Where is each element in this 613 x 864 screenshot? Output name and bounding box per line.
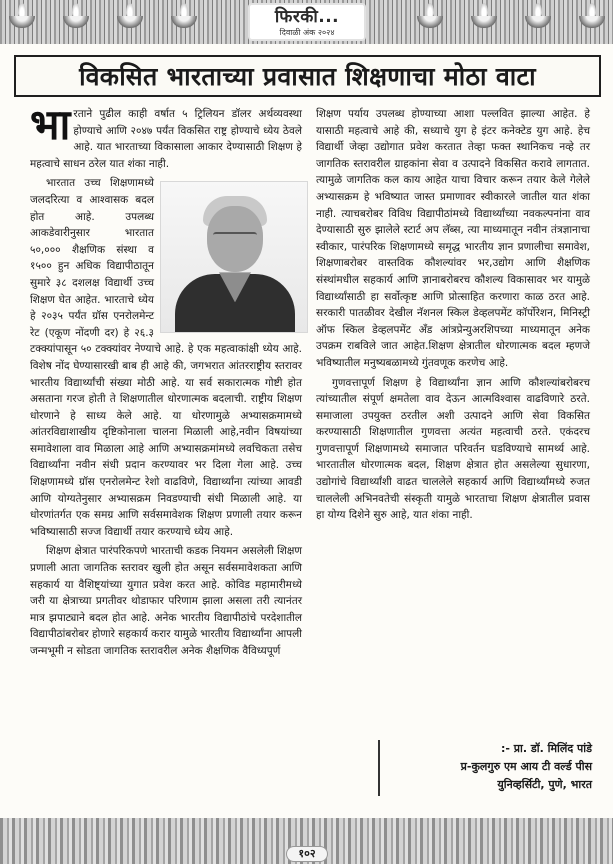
author-photo [160,181,308,333]
article-title: विकसित भारताच्या प्रवासात शिक्षणाचा मोठा वाटा [79,62,536,91]
author-designation: प्र-कुलगुरु एम आय टी वर्ल्ड पीस [460,760,592,773]
author-affiliation: युनिव्हर्सिटी, पुणे, भारत [497,778,592,791]
diya-lamp-icon [63,16,89,28]
author-name: :- प्रा. डॉ. मिलिंद पांडे [500,742,592,755]
article-paragraph [30,100,302,172]
article-column-left [30,100,302,663]
article-column-right [316,106,590,527]
diya-flame-icon [588,3,596,17]
magazine-issue: दिवाळी अंक २०२४ [279,28,335,37]
article-paragraph: गुणवत्तापूर्ण शिक्षण हे विद्यार्थ्यांना ज्ञान आणि कौशल्यांबरोबरच त्यांच्यातील संपूर्ण क्षमतेला वाव देऊन आत्मविश्वास वाढविणारे ठरते. समाजाला उपयुक्त ठरतील अशी उत्पादने आणि सेवा विकसित करण्यासाठी शिक्षणातील गुणवत्ता अत्यंत महत्वाची ठरते. एकंदरच गुणवत्तापूर्ण शिक्षणामध्ये समाजात परिवर्तन घडविण्याचे सामर्थ्य आहे. भारतातील धोरणात्मक बदल, शिक्षण क्षेत्रात होत असलेल्या सुधारणा, उद्योगांचे विद्यार्थ्यांशी वाढत चाललेले सहकार्य आणि विद्यार्थ्यांमध्ये रुजत चाललेली अभिनवतेची संस्कृती यामुळे भारताचा शिक्षण क्षेत्रातील प्रवास हा योग्य दिशेने सुरु आहे, यात शंका नाही. [316,376,590,522]
diya-flame-icon [72,3,80,17]
paragraph-text: रताने पुढील काही वर्षात ५ ट्रिलियन डॉलर अर्थव्यवस्था होण्याचे आणि २०४७ पर्यंत विकसित राष्ट्र होण्याचे ध्येय ठेवले आहे. यात भारताच्या विकासाला आकार देण्यासाठी शिक्षण हे महत्वाचे साधन ठरेल यात शंका नाही. [30,108,302,170]
magazine-logo [248,3,366,41]
diya-flame-icon [180,3,188,17]
diya-lamp-icon [117,16,143,28]
article-paragraph: भारतात उच्च शिक्षणामध्ये जलदरित्या व आश्वासक बदल होत आहे. उपलब्ध आकडेवारीनुसार भारतात ५०,००० शैक्षणिक संस्था व १५०० हुन अधिक विद्यापीठातून सुमारे ३८ दशलक्ष विद्यार्थी उच्च शिक्षण घेत आहेत. भारताचे ध्येय हे २०३५ पर्यंत ग्रॉस एनरोलमेन्ट रेट (एकूण नोंदणी दर) हे २६.३ टक्क्यांपासून ५० टक्क्यांवर नेण्याचे आहे. हे एक महत्वाकांक्षी ध्येय आहे. विशेष नोंद घेण्यासारखी बाब ही आहे की, जगभरात आंतरराष्ट्रीय स्तरावर भारतीय विद्यार्थ्यांची संख्या मोठी आहे. या सर्व सकारात्मक गोष्टी होत असताना गरज होती ते शिक्षणातील धोरणात्मक बदलाची. राष्ट्रीय शिक्षण धोरणाने हे साध्य केले आहे. या धोरणामुळे अभ्यासक्रमामध्ये आंतरविद्याशाखीय दृष्टिकोनाला चालना मिळाली आहे,नवीन विषयांच्या समावेशाला वाव मिळाला आहे आणि अभ्यासक्रमांमध्ये लवचिकता तसेच विद्यार्थ्यांना नवीन संधी प्रदान करण्यावर भर दिला गेला आहे. उच्च शिक्षणामध्ये ग्रॉस एनरोलमेन्ट रेशो वाढविणे, विद्यार्थ्यांना त्यांच्या आवडी आणि योग्यतेनुसार अभ्यासक्रम निवडण्याची संधी मिळाली आहे. या धोरणांतर्गत एक समग्र आणि सर्वसमावेशक शिक्षण प्रणाली तयार करून भविष्यासाठी सज्ज विद्यार्थी तयार करण्याचे ध्येय आहे. [30,177,302,538]
diya-flame-icon [426,3,434,17]
article-paragraph: शिक्षण क्षेत्रात पारंपरिकपणे भारताची कडक नियमन असलेली शिक्षण प्रणाली आता जागतिक स्तरावर खुली होत असून सर्वसमावेशकता आणि सहकार्य या वैशिष्ट्यांच्या युगात प्रवेश करत आहे. कोविड महामारीमध्ये जरी या क्षेत्राच्या प्रगतीवर थोडाफार परिणाम झाला असला तरी त्यानंतर मात्र झपाट्याने बदल होत आहे. अनेक भारतीय विद्यापीठांचे परदेशातील विद्यापीठांबरोबर होणारे सहकार्य करार यामुळे भारतीय विद्यार्थ्यांना आपली जन्मभूमी न सोडता जागतिक स्तरावरील अनेक शैक्षणिक वैविध्यपूर्ण [30,545,302,657]
diya-flame-icon [480,3,488,17]
diya-lamp-icon [417,16,443,28]
drop-cap: भा [30,100,71,149]
diya-flame-icon [126,3,134,17]
diya-flame-icon [18,3,26,17]
diya-lamp-icon [171,16,197,28]
diya-lamp-icon [525,16,551,28]
article-title-box [14,55,601,97]
article-paragraph: शिक्षण पर्याय उपलब्ध होण्याच्या आशा पल्लवित झाल्या आहेत. हे यासाठी महत्वाचे आहे की, सध्याचे युग हे इंटर कनेक्टेड युग आहे. हेच विद्यार्थी जेव्हा उद्योगात प्रवेश करतात तेव्हा फक्त स्थानिकच नव्हे तर जागतिक स्तरावरील ग्राहकांना सेवा व उत्पादने विकसित करावे लागतात. त्यामुळे जागतिक कल काय आहेत याचा विचार करून तयार केले गेलेले अभ्यासक्रम हे भविष्यात जास्त प्रमाणावर स्वीकारले जातील यात शंका नाही. त्याचबरोबर विविध विद्यापीठांमध्ये विद्यार्थ्यांच्या नवकल्पनांना वाव देण्यासाठी सुरु झालेले स्टार्ट अप लॅब्स, त्या माध्यमातून नवीन तंत्रज्ञानाचा स्वीकार, पारंपरिक शिक्षणामध्ये समृद्ध भारतीय ज्ञान प्रणालीचा समावेश, शिक्षणाबरोबर वास्तविक कौशल्यांवर भर,उद्योग आणि शैक्षणिक संस्थांमधील सहकार्य आणि ज्ञानाबरोबरच कौशल्य विकासावर भर यामुळे विद्यार्थ्यांसाठी हा सर्वोत्कृष्ट आणि प्रोत्साहित करणारा काळ ठरत आहे. सरकारी पातळीवर देखील नॅशनल स्किल डेव्हलपमेंट कॉर्पोरेशन, मिनिस्ट्री ऑफ स्किल डेव्हलपमेंट अँड आंत्रप्रेन्युअरशिपच्या माध्यमातून अनेक उपक्रम राबविले जात आहेत.शिक्षण क्षेत्रातील धोरणात्मक बदल म्हणजे भविष्यातील मनुष्यबळामध्ये गुंतवणूक करणेच आहे. [316,108,590,369]
page-number: १०२ [286,846,328,862]
diya-flame-icon [534,3,542,17]
diya-lamp-icon [471,16,497,28]
diya-lamp-icon [9,16,35,28]
diya-lamp-icon [579,16,605,28]
magazine-title: फिरकी... [274,7,340,27]
author-signature [378,740,600,796]
